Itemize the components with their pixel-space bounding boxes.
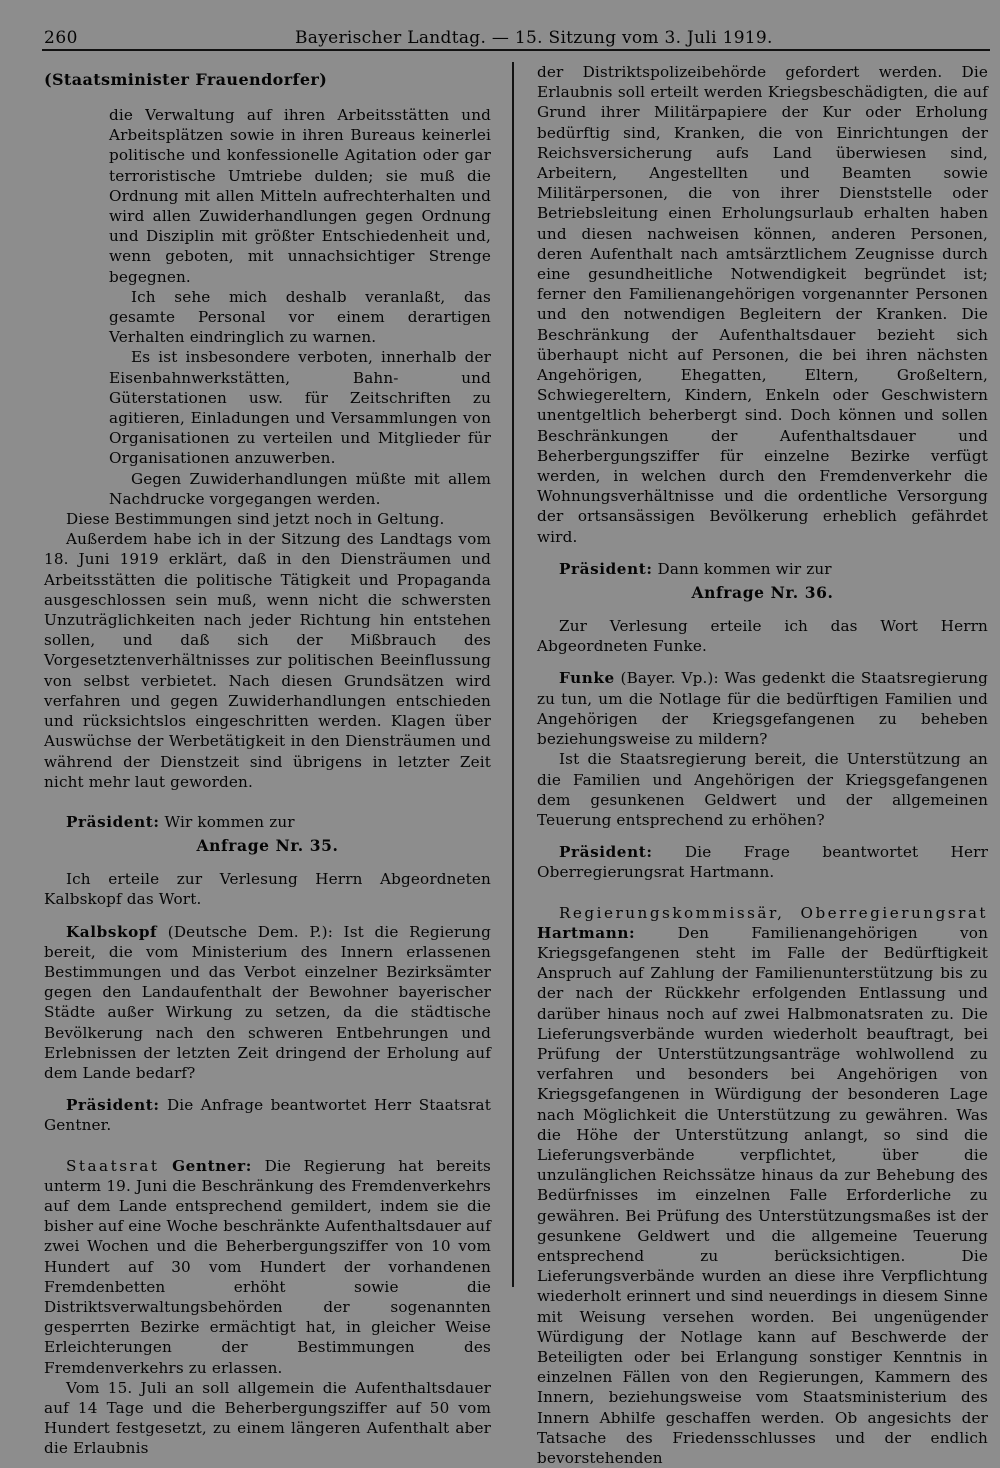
paragraph: Ich erteile zur Verlesung Herrn Abgeordneten Kalbskopf das Wort. (44, 870, 491, 909)
speaker-label: Präsident: (66, 812, 160, 831)
statement-text: Dann kommen wir zur (657, 559, 832, 578)
quote-paragraph: Gegen Zuwiderhandlungen müßte mit allem Nachdrucke vorgegangen werden. (109, 469, 491, 508)
quote-paragraph: Es ist insbesondere verboten, innerhalb der Eisenbahnwerkstätten, Bahn- und Güterstationen usw. für Zeitschriften zu agitieren, Einladungen und Versammlungen von Organisationen zu verteilen und Mitglieder für Organisationen anzuwerben. (109, 348, 491, 468)
speaker-label: Präsident: (559, 843, 653, 862)
speaker-tag: (Staatsminister Frauendorfer) (44, 70, 328, 89)
statement-text: Die Regierung hat bereits unterm 19. Juni die Beschränkung des Fremdenverkehrs auf dem Lande entsprechend gemildert, indem sie die bisher auf eine Woche beschränkte Aufenthaltsdauer auf zwei Wochen und die Beherbergungsziffer von 10 vom Hundert auf 30 vom Hundert der vorhandenen Fremdenbetten erhöht sowie die Distriktsverwaltungsbehörden der sogenannten gesperrten Bezirke ermächtigt hat, in gleicher Weise Erleichterungen der Bestimmungen des Fremdenverkehrs zu erlassen. (44, 1156, 492, 1377)
president-statement (537, 559, 988, 579)
paragraph: der Distriktspolizeibehörde gefordert werden. Die Erlaubnis soll erteilt werden Kriegsbeschädigten, die auf Grund ihrer Militärpapiere der Kur oder Erholung bedürftig sind, Kranken, die von Einrichtungen der Reichsversicherung aufs Land überwiesen sind, Arbeitern, Angestellten und Beamten sowie Militärpersonen, die von ihrer Dienststelle oder Betriebsleitung einen Erholungsurlaub erhalten haben und diesen nachweisen können, anderen Personen, deren Aufenthalt nach amtsärztlichem Zeugnisse durch eine gesundheitliche Notwendigkeit begründet ist; ferner den Familienangehörigen vorgenannter Personen und den notwendigen Begleitern der Kranken. Die Beschränkung der Aufenthaltsdauer bezieht sich überhaupt nicht auf Personen, die bei ihren nächsten Angehörigen, Ehegatten, Eltern, Großeltern, Schwiegereltern, Kindern, Enkeln oder Geschwistern unentgeltlich beherbergt sind. Doch können und sollen Beschränkungen der Aufenthaltsdauer und Beherbergungsziffer für einzelne Bezirke verfügt werden, in welchen durch den Fremdenverkehr die Wohnungsverhältnisse und die ordentliche Versorgung der ortsansässigen Bevölkerung erheblich gefährdet wird. (537, 63, 988, 546)
statement-text: (Deutsche Dem. P.): Ist die Regierung bereit, die vom Ministerium des Innern erlassenen Bestimmungen und das Verbot einzelner Bezirksämter gegen den Landaufenthalt der Bewohner bayerischer Städte außer Wirkung zu setzen, da die städtische Bevölkerung nach den schweren Entbehrungen und Erlebnissen der letzten Zeit dringend der Erholung auf dem Lande bedarf? (44, 922, 491, 1082)
running-head: Bayerischer Landtag. — 15. Sitzung vom 3. Juli 1919. (295, 28, 773, 48)
paragraph: Zur Verlesung erteile ich das Wort Herrn Abgeordneten Funke. (537, 617, 988, 656)
statement-text: Die Frage beantwortet Herr Oberregierungsrat Hartmann. (537, 843, 988, 882)
speaker-name: Funke (559, 669, 615, 688)
speaker-title: Staatsrat (66, 1156, 160, 1175)
section-heading: Anfrage Nr. 36. (691, 583, 834, 603)
president-statement (44, 1095, 491, 1135)
speaker-label: Präsident: (66, 1096, 160, 1115)
question-paragraph (537, 668, 988, 749)
paragraph: Ist die Staatsregierung bereit, die Unterstützung an die Familien und Angehörigen der Kriegsgefangenen dem gesunkenen Geldwert und der allgemeinen Teuerung entsprechend zu erhöhen? (537, 750, 988, 829)
right-column (537, 62, 988, 1468)
quote-paragraph: die Verwaltung auf ihren Arbeitsstätten und Arbeitsplätzen sowie in ihren Bureaus keinerlei politische und konfessionelle Agitation oder gar terroristische Umtriebe dulden; sie muß die Ordnung mit allen Mitteln aufrechterhalten und wird allen Zuwiderhandlungen gegen Ordnung und Disziplin mit größter Entschiedenheit und, wenn geboten, mit unnachsichtiger Strenge begegnen. (109, 106, 491, 286)
statement-text: Den Familienangehörigen von Kriegsgefangenen steht im Falle der Bedürftigkeit Anspruch auf Zahlung der Familienunterstützung bis zu der nach der Rückkehr erfolgenden Entlassung und darüber hinaus noch auf zwei Halbmonatsraten zu. Die Lieferungsverbände wurden wiederholt beauftragt, bei Prüfung der Unterstützungsanträge wohlwollend zu verfahren und besonders bei Angehörigen von Kriegsgefangenen in Würdigung der besonderen Lage nach Möglichkeit die Unterstützung zu gewähren. Was die Höhe der Unterstützung anlangt, so sind die Lieferungsverbände verpflichtet, über die unzulänglichen Reichssätze hinaus da zur Behebung des Bedürfnisses im einzelnen Falle Erforderliche zu gewähren. Bei Prüfung des Unterstützungsmaßes ist der gesunkene Geldwert und die allgemeine Teuerung entsprechend zu berücksichtigen. Die Lieferungsverbände wurden an diese ihre Verpflichtung wiederholt erinnert und sind neuerdings in diesem Sinne mit Weisung versehen worden. Bei ungenügender Würdigung der Notlage kann auf Beschwerde der Beteiligten oder bei Erlangung sonstiger Kenntnis in einzelnen Fällen von den Regierungen, Kammern des Innern, beziehungsweise vom Staatsministerium des Innern Abhilfe geschaffen werden. Ob angesichts der Tatsache des Friedensschlusses und der endlich bevorstehenden (537, 923, 988, 1467)
question-paragraph (44, 922, 491, 1084)
speaker-label: Präsident: (559, 559, 653, 578)
speaker-name: Kalbskopf (66, 922, 158, 941)
page-number: 260 (44, 28, 78, 48)
speaker-title: Regierungskommissär, Oberregierungsrat (559, 903, 988, 922)
answer-paragraph (537, 903, 988, 1468)
speaker-name: Gentner: (172, 1156, 252, 1175)
paragraph: Diese Bestimmungen sind jetzt noch in Geltung. (66, 510, 445, 529)
page-header (0, 20, 1000, 50)
paragraph: Außerdem habe ich in der Sitzung des Landtags vom 18. Juni 1919 erklärt, daß in den Diensträumen und Arbeitsstätten die politische Tätigkeit und Propaganda ausgeschlossen sein muß, wenn nicht die schwersten Unzuträglichkeiten nach jeder Richtung hin entstehen sollen, und daß sich der Mißbrauch des Vorgesetztenverhältnisses zur politischen Beeinflussung von selbst verbietet. Nach diesen Grundsätzen wird verfahren und gegen Zuwiderhandlungen entschieden und rücksichtslos eingeschritten werden. Klagen über Auswüchse der Werbetätigkeit in den Diensträumen und während der Dienstzeit sind übrigens in letzter Zeit nicht mehr laut geworden. (44, 530, 491, 791)
statement-text: Wir kommen zur (164, 812, 295, 831)
answer-paragraph (44, 1156, 491, 1378)
left-column (44, 62, 491, 1459)
president-statement (537, 842, 988, 882)
president-statement (44, 812, 491, 832)
header-rule (42, 49, 990, 51)
column-divider (512, 62, 514, 1287)
paragraph: Vom 15. Juli an soll allgemein die Aufenthaltsdauer auf 14 Tage und die Beherbergungsziffer auf 50 vom Hundert festgesetzt, zu einem längeren Aufenthalt aber die Erlaubnis (44, 1378, 491, 1458)
statement-text: Die Anfrage beantwortet Herr Staatsrat Gentner. (44, 1096, 491, 1135)
section-heading: Anfrage Nr. 35. (196, 836, 339, 856)
quote-paragraph: Ich sehe mich deshalb veranlaßt, das gesamte Personal vor einem derartigen Verhalten eindringlich zu warnen. (109, 287, 491, 347)
speaker-name: Hartmann: (537, 923, 636, 942)
statement-text: (Bayer. Vp.): Was gedenkt die Staatsregierung zu tun, um die Notlage für die bedürftigen Familien und Angehörigen der Kriegsgefangenen zu beheben beziehungsweise zu mildern? (537, 669, 988, 749)
